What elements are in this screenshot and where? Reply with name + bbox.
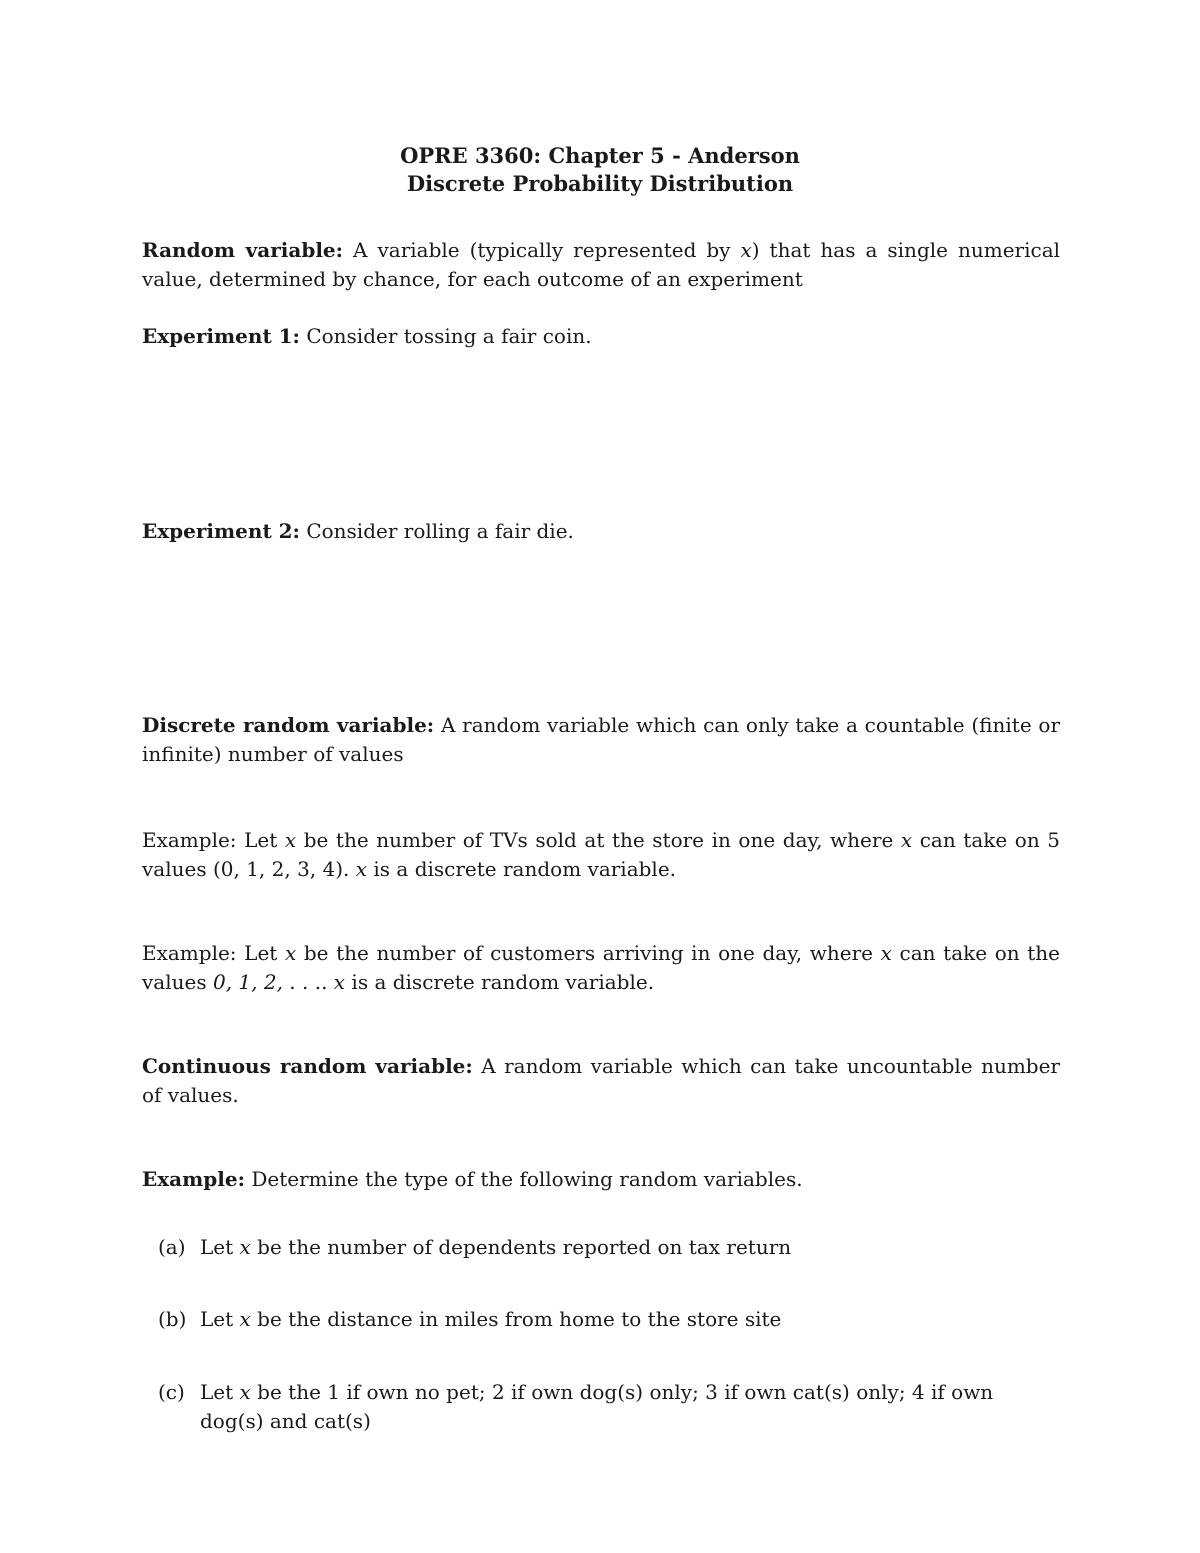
example-text: can take on the values <box>142 941 1060 994</box>
experiment-2 <box>142 517 1060 546</box>
math-variable: x <box>239 1235 251 1259</box>
math-sequence: 0, 1, 2, . . . <box>212 970 322 994</box>
list-item-label: (a) <box>158 1235 186 1259</box>
math-variable: x <box>355 857 368 881</box>
page-subtitle: Discrete Probability Distribution <box>406 171 794 196</box>
term-discrete-rv: Discrete random variable: <box>142 713 435 737</box>
definition-text: A random variable which can take uncountable number of values. <box>142 1054 1060 1107</box>
example-customers <box>142 939 1060 997</box>
math-variable: x <box>239 1307 251 1331</box>
example-text: be the number of customers arriving in one day, where <box>296 941 881 965</box>
math-variable: x <box>880 941 892 965</box>
list-item <box>158 1305 1060 1334</box>
math-variable: x <box>284 828 297 852</box>
term-example: Example: <box>142 1167 245 1191</box>
example-text: is a discrete random variable. <box>345 970 655 994</box>
example-types <box>142 1165 1060 1194</box>
math-variable: x <box>333 970 346 994</box>
example-text: be the number of TVs sold at the store in one day, where <box>296 828 901 852</box>
discrete-rv-definition <box>142 711 1060 769</box>
definition-text: A variable (typically represented by <box>353 238 741 262</box>
list-item <box>158 1378 1060 1436</box>
item-text: be the distance in miles from home to the store site <box>250 1307 782 1331</box>
experiment-1 <box>142 322 1060 351</box>
term-experiment-1: Experiment 1: <box>142 324 300 348</box>
definition-text: ) that has a single numerical value, determined by chance, for each outcome of an experiment <box>142 238 1061 291</box>
math-variable: x <box>284 941 297 965</box>
example-text: . <box>321 970 334 994</box>
page-title: OPRE 3360: Chapter 5 - Anderson <box>400 143 800 168</box>
continuous-rv-definition <box>142 1052 1060 1110</box>
math-variable: x <box>239 1380 251 1404</box>
item-text: Let <box>200 1235 240 1259</box>
term-random-variable: Random variable: <box>142 238 344 262</box>
term-continuous-rv: Continuous random variable: <box>142 1054 473 1078</box>
list-item-label: (b) <box>158 1307 187 1331</box>
example-tvs <box>142 826 1060 884</box>
item-text: be the number of dependents reported on tax return <box>250 1235 792 1259</box>
list-item <box>158 1233 1060 1262</box>
example-text: Example: Let <box>142 828 285 852</box>
item-text: be the 1 if own no pet; 2 if own dog(s) only; 3 if own cat(s) only; 4 if own dog(s) and cat(s) <box>200 1380 994 1433</box>
list-item-text <box>200 1305 1060 1334</box>
list-item-text <box>200 1233 1060 1262</box>
item-text: Let <box>200 1307 240 1331</box>
example-text: can take on 5 values (0, 1, 2, 3, 4). <box>142 828 1061 881</box>
math-variable: x <box>900 828 913 852</box>
item-text: Let <box>200 1380 240 1404</box>
example-text: Determine the type of the following random variables. <box>251 1167 803 1191</box>
example-text: is a discrete random variable. <box>367 857 677 881</box>
random-variable-definition <box>142 236 1060 294</box>
definition-text: A random variable which can only take a countable (finite or infinite) number of values <box>142 713 1061 766</box>
term-experiment-2: Experiment 2: <box>142 519 300 543</box>
example-text: Example: Let <box>142 941 285 965</box>
list-item-text <box>200 1378 1060 1436</box>
math-variable: x <box>740 238 752 262</box>
experiment-text: Consider rolling a fair die. <box>306 519 574 543</box>
list-item-label: (c) <box>158 1380 185 1404</box>
experiment-text: Consider tossing a fair coin. <box>306 324 592 348</box>
